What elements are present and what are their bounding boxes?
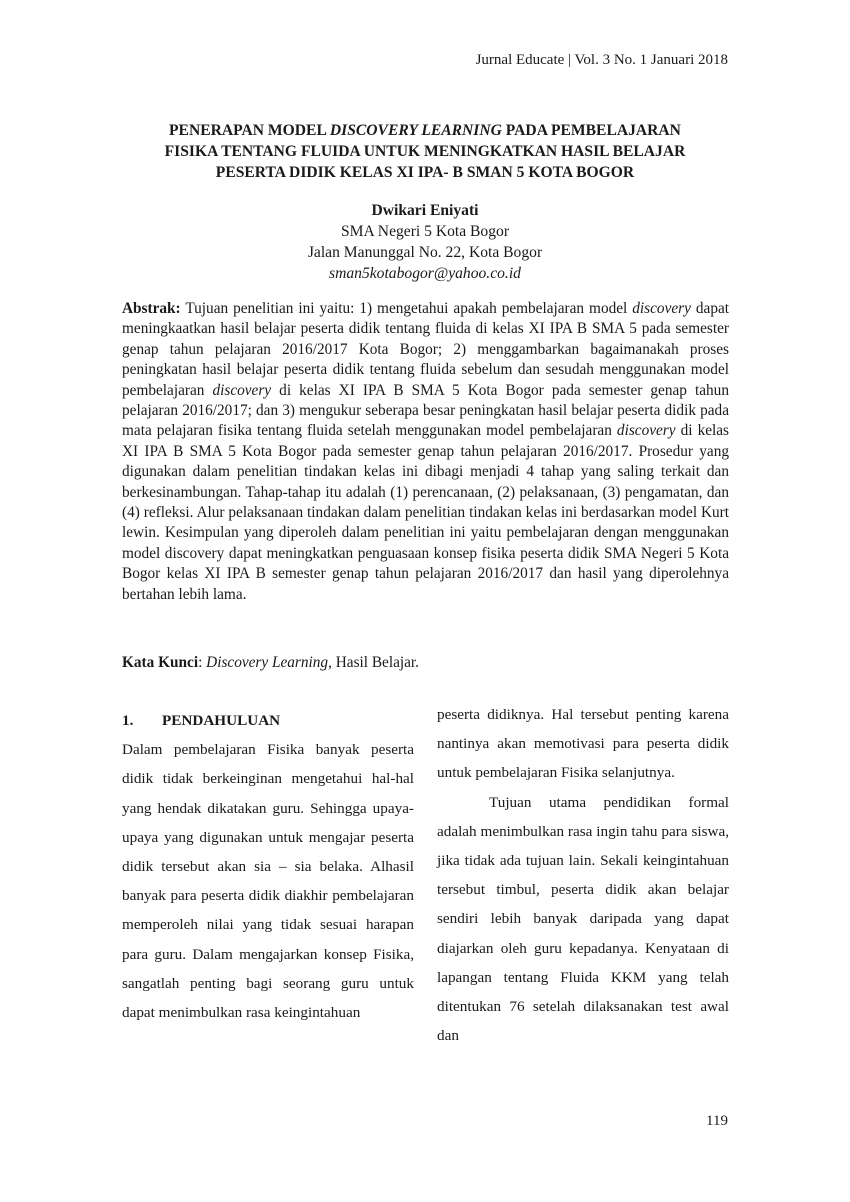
author-block	[118, 200, 732, 284]
abstract: Abstrak: Tujuan penelitian ini yaitu: 1) mengetahui apakah pembelajaran model discovery dapat meningkaatkan hasil belajar peserta didik tentang fluida di kelas XI IPA B SMA 5 pada semester genap tahun pelajaran 2016/2017 Kota Bogor; 2) menggambarkan bagaimanakah proses peningkatan hasil belajar peserta didik tentang fluida sebelum dan sesudah menggunakan model pembelajaran discovery di kelas XI IPA B SMA 5 Kota Bogor pada semester genap tahun pelajaran 2016/2017; dan 3) mengukur seberapa besar peningkatan hasil belajar peserta didik pada mata pelajaran fisika tentang fluida setelah menggunakan model pembelajaran discovery di kelas XI IPA B SMA 5 Kota Bogor pada semester genap tahun pelajaran 2016/2017. Prosedur yang digunakan dalam penelitian tindakan kelas ini dibagi menjadi 4 tahap yang saling terkait dan berkesinambungan. Tahap-tahap itu adalah (1) perencanaan, (2) pelaksanaan, (3) pengamatan, dan (4) refleksi. Alur pelaksanaan tindakan dalam penelitian tindakan kelas ini berdasarkan model Kurt lewin. Kesimpulan yang diperoleh dalam penelitian ini yaitu pembelajaran dengan menggunakan model discovery dapat meningkatkan penguasaan konsep fisika peserta didik SMA Negeri 5 Kota Bogor kelas XI IPA B semester genap tahun pelajaran 2016/2017 dan hasil yang diperolehnya bertahan lebih lama.	[122, 300, 730, 603]
right-column	[437, 700, 729, 1050]
article-title	[118, 120, 732, 183]
section-title: PENDAHULUAN	[162, 712, 281, 729]
author-email: sman5kotabogor@yahoo.co.id	[329, 265, 521, 282]
running-head: Jurnal Educate | Vol. 3 No. 1 Januari 2018	[475, 52, 728, 68]
page-number: 119	[706, 1113, 728, 1129]
author-institution: SMA Negeri 5 Kota Bogor	[340, 223, 510, 240]
author-address: Jalan Manunggal No. 22, Kota Bogor	[307, 244, 543, 261]
body-paragraph: Tujuan utama pendidikan formal adalah menimbulkan rasa ingin tahu para siswa, jika tidak ada tujuan lain. Sekali keingintahuan tersebut timbul, peserta didik akan belajar sendiri lebih banyak daripada yang dapat diajarkan oleh guru kepadanya. Kenyataan di lapangan tentang Fluida KKM yang telah ditentukan 76 setelah dilaksanakan test awal dan	[437, 793, 729, 1045]
keywords: Kata Kunci: Discovery Learning, Hasil Belajar.	[122, 654, 420, 671]
keywords-label: Kata Kunci	[122, 654, 199, 671]
author-name: Dwikari Eniyati	[371, 202, 479, 219]
abstract-label: Abstrak:	[122, 300, 181, 317]
body-paragraph: Dalam pembelajaran Fisika banyak peserta didik tidak berkeinginan mengetahui hal-hal yang hendak dikatakan guru. Sehingga upaya- upaya yang digunakan untuk mengajar peserta didik tersebut akan sia – sia belaka. Alhasil banyak para peserta didik diakhir pembelajaran memperoleh nilai yang tidak sesuai harapan para guru. Dalam mengajarkan konsep Fisika, sangatlah penting bagi seorang guru untuk dapat menimbulkan rasa keingintahuan	[122, 741, 414, 1022]
title-line-1: PENERAPAN MODEL DISCOVERY LEARNING PADA PEMBELAJARAN	[169, 122, 681, 139]
section-number: 1.	[122, 712, 134, 729]
title-line-2: FISIKA TENTANG FLUIDA UNTUK MENINGKATKAN HASIL BELAJAR	[164, 143, 686, 160]
title-line-3: PESERTA DIDIK KELAS XI IPA- B SMAN 5 KOTA BOGOR	[215, 164, 635, 181]
left-column	[122, 706, 414, 1027]
section-heading	[122, 706, 414, 735]
body-paragraph: peserta didiknya. Hal tersebut penting karena nantinya akan memotivasi para peserta didik untuk pembelajaran Fisika selanjutnya.	[437, 706, 729, 782]
